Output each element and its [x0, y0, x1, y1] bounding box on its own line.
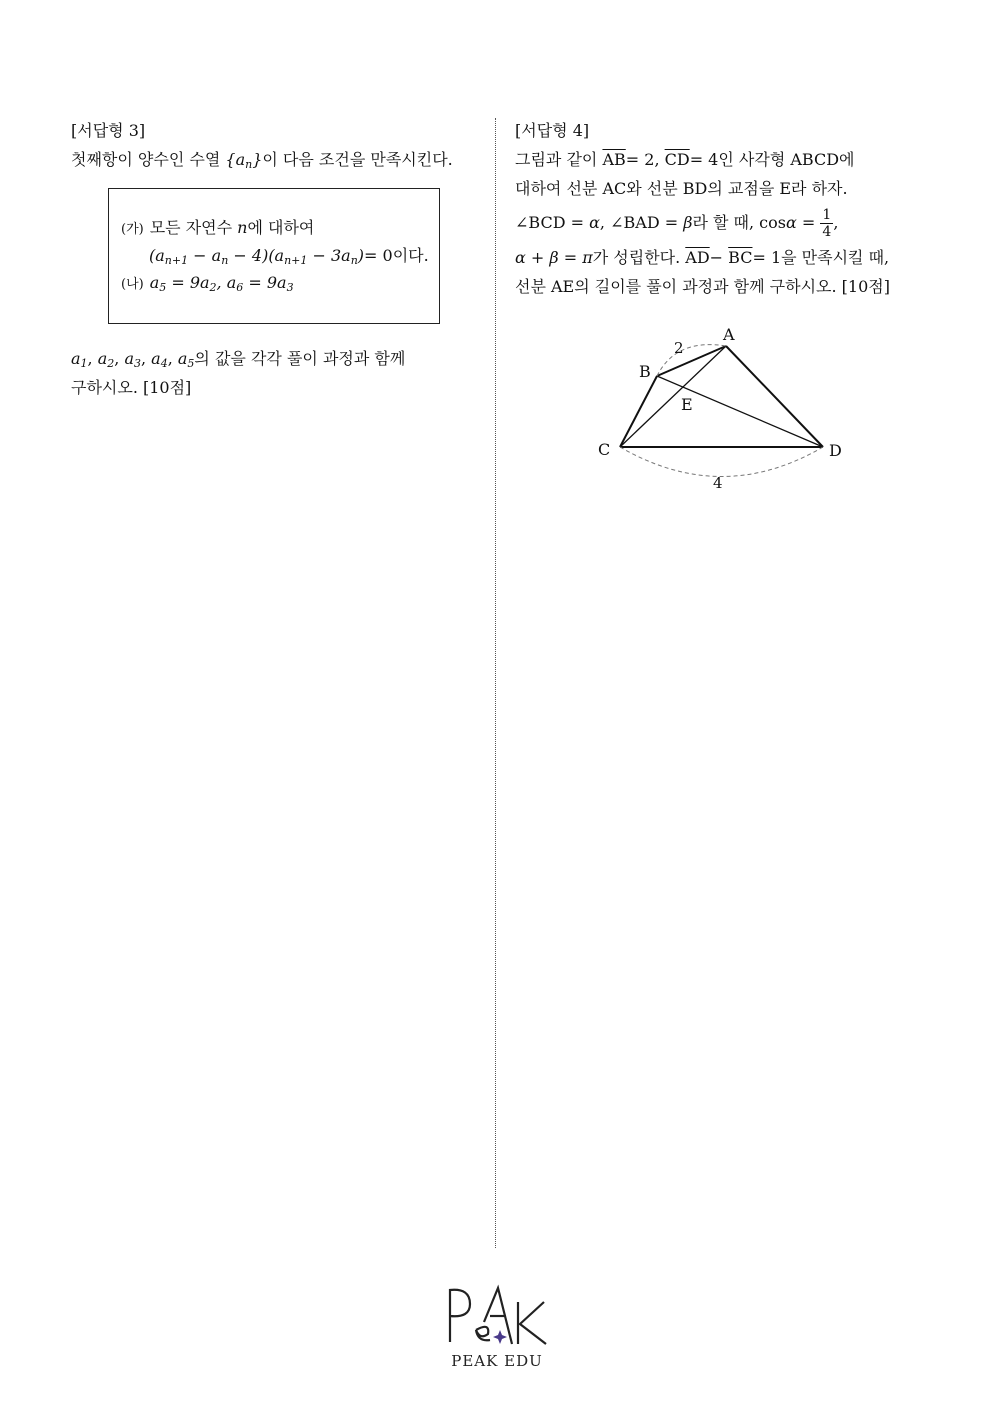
quadrilateral-diagram [590, 318, 860, 498]
question-4-line3: ∠BCD = α, ∠BAD = β라 할 때, cosα = $\frac{1}{4}$ , [515, 207, 839, 240]
question-3-intro: 첫째항이 양수인 수열 $\{a_n\}$이 다음 조건을 만족시킨다. [71, 150, 453, 171]
edge-bc [620, 376, 657, 447]
logo-text: PEAK EDU [451, 1352, 543, 1370]
question-3-ask: $a_1$, $a_2$, $a_3$, $a_4$, $a_5$의 값을 각각 풀이 과정과 함께 구하시오. [10점] [71, 349, 406, 397]
condition-ga-equation: $(a_{n+1} - a_n - 4)(a_{n+1} - 3a_n)= 0$이다. [149, 246, 429, 267]
label-a: A [723, 325, 735, 344]
question-4 [515, 116, 935, 301]
label-b: B [639, 362, 651, 381]
question-4-line5: 선분 AE의 길이를 풀이 과정과 함께 구하시오. [10점] [515, 277, 890, 296]
edge-ab [657, 346, 726, 376]
arc-cd [620, 447, 823, 477]
fraction-one-quarter: $\frac{1}{4}$ [822, 207, 832, 240]
label-cd-length: 4 [713, 474, 723, 492]
condition-ga: (가) 모든 자연수 n에 대하여 [121, 218, 315, 237]
condition-na: (나) $a_5 = 9a_2$, $a_6 = 9a_3$ [121, 273, 294, 294]
question-4-title: [서답형 4] [515, 121, 590, 140]
sequence-notation: $\{a_n\}$ [225, 150, 263, 171]
label-c: C [598, 440, 611, 459]
peak-edu-logo [440, 1282, 554, 1372]
edge-da [726, 346, 823, 447]
question-3-title: [서답형 3] [71, 121, 146, 140]
label-e: E [681, 395, 693, 414]
quadrilateral-figure [590, 318, 860, 502]
conditions-box [108, 188, 440, 324]
diagonal-ac [620, 346, 726, 447]
question-4-line2: 대하여 선분 AC와 선분 BD의 교점을 E라 하자. [515, 179, 848, 198]
question-3 [71, 116, 476, 174]
question-4-line1: 그림과 같이 $\overline{AB}= 2$, $\overline{CD}= 4$인 사각형 ABCD에 [515, 150, 855, 169]
label-ab-length: 2 [674, 339, 684, 357]
label-d: D [829, 441, 842, 460]
column-divider [495, 118, 496, 1248]
peak-logo-mark [440, 1282, 554, 1348]
question-4-line4: α + β = π가 성립한다. $\overline{AD}- \overline{BC}= 1$을 만족시킬 때, [515, 248, 890, 267]
